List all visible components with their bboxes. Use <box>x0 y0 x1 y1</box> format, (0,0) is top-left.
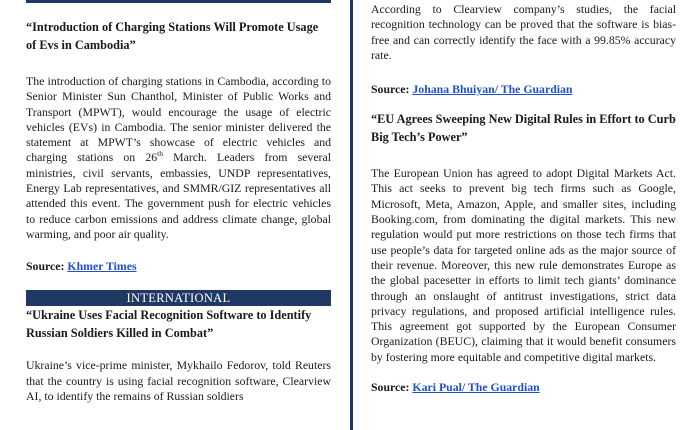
source-link-khmer-times[interactable]: Khmer Times <box>67 259 137 274</box>
source-line-ukraine: Source: Johana Bhuiyan/ The Guardian <box>371 82 573 97</box>
article-headline-charging: “Introduction of Charging Stations Will Promote Usage of Evs in Cambodia” <box>26 20 319 52</box>
article-body-ukraine: Ukraine’s vice-prime minister, Mykhailo Fedorov, told Reuters that the country is using facial recognition software, Clearview AI, to identify the remains of Russian soldiers <box>26 358 331 403</box>
column-divider <box>350 0 353 430</box>
article-body-charging: The introduction of charging stations in Cambodia, according to Senior Minister Sun Chanthol, Minister of Public Works and Transport (MPWT), would encourage the usage of electric vehicles (EVs) in Cambodia. The senior minister delivered the statement at MPWT’s showcase of electric vehicles and charging stations on 26th March. Leaders from several ministries, civil servants, embassies, UNDP representatives, Energy Lab representatives, and SMMR/GIZ representatives all attended this event. The government push for electric vehicles to reduce carbon emissions and address climate change, global warming, and poor air quality. <box>26 74 331 241</box>
source-link-kari-pual[interactable]: Kari Pual/ The Guardian <box>412 380 540 395</box>
left-column <box>26 0 331 404</box>
source-line-eu: Source: Kari Pual/ The Guardian <box>371 380 540 395</box>
article-body-eu: The European Union has agreed to adopt Digital Markets Act. This act seeks to prevent big tech firms such as Google, Microsoft, Meta, Amazon, Apple, and smaller sites, including Booking.com, from dominating the digital markets. This new regulation would put more restrictions on those tech firms that use people’s data for targeted online ads as the major source of their revenue. Moreover, this new rule demonstrates Europe as the global pacesetter in efforts to limit tech giants’ dominance through an onslaught of antitrust investigations, strict data privacy regulations, and proposed artificial intelligence rules. This agreement got supported by the European Consumer Organization (BEUC), claiming that it would benefit consumers by fostering more equitable and competitive digital markets. <box>371 166 676 364</box>
article-headline-eu: “EU Agrees Sweeping New Digital Rules in Effort to Curb Big Tech’s Power” <box>371 112 676 144</box>
article-headline-ukraine: “Ukraine Uses Facial Recognition Software to Identify Russian Soldiers Killed in Combat” <box>26 308 312 340</box>
article-body-ukraine-continued: According to Clearview company’s studies, the facial recognition technology can be proved that the software is bias-free and can correctly identify the face with a 99.85% accuracy rate. <box>371 2 676 62</box>
source-line-charging: Source: Khmer Times <box>26 259 137 274</box>
right-column <box>371 0 676 395</box>
section-banner-international: INTERNATIONAL <box>26 290 331 306</box>
source-link-johana-bhuiyan[interactable]: Johana Bhuiyan/ The Guardian <box>412 82 573 97</box>
